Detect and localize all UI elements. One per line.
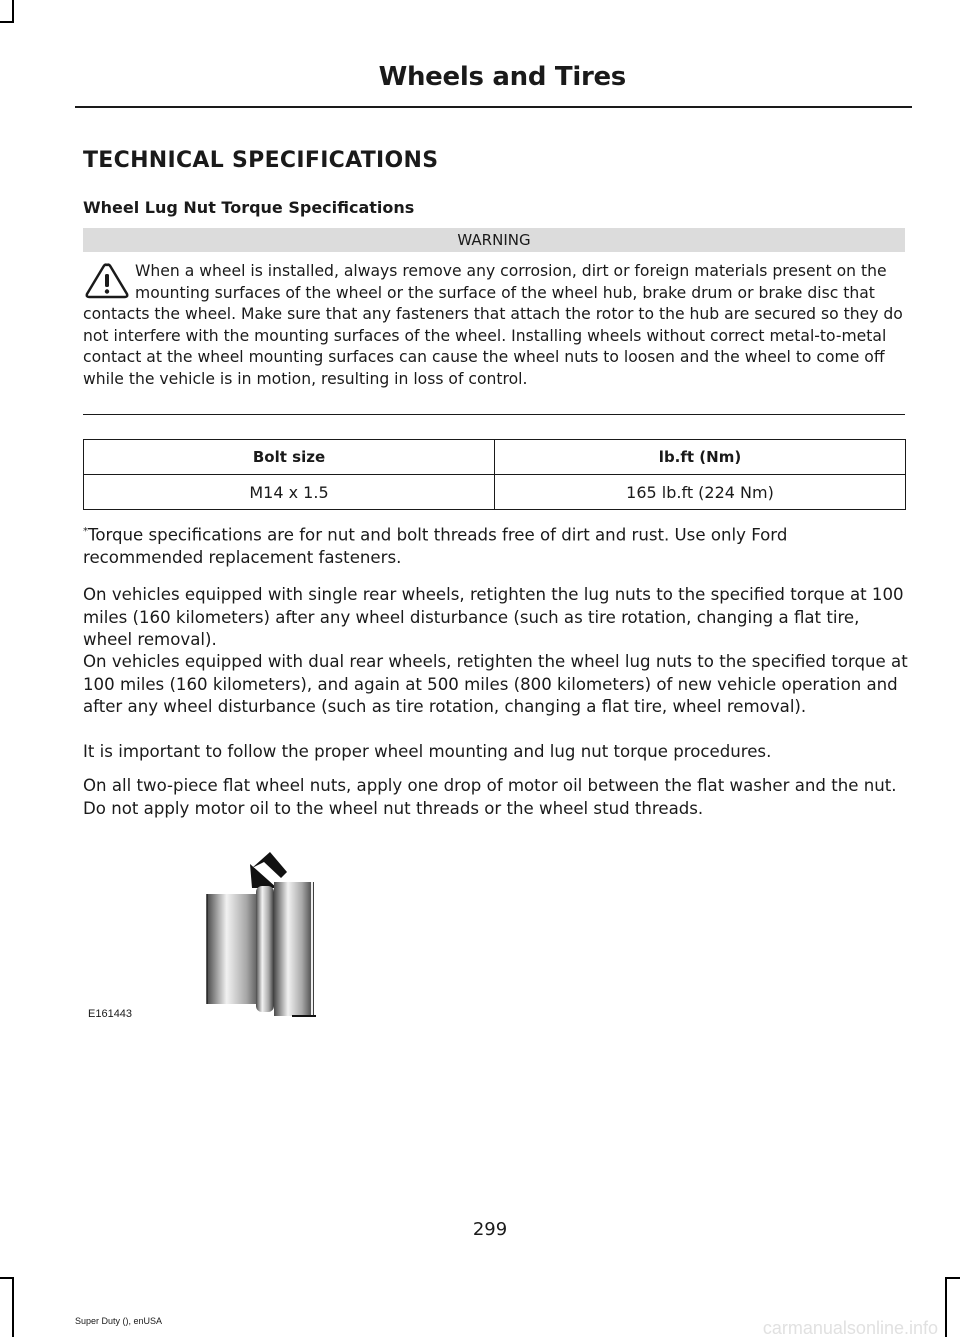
table-header: Bolt size bbox=[84, 440, 495, 475]
figure-label: E161443 bbox=[88, 1008, 133, 1020]
paragraph: On vehicles equipped with single rear wheels, retighten the lug nuts to the specified torque at 100 miles (160 kilometers) after any wheel disturbance (such as tire rotation, changing a flat tire, wheel removal). bbox=[83, 585, 904, 649]
wheel-nut-illustration bbox=[200, 850, 320, 1024]
watermark[interactable]: carmanualsonline.info bbox=[762, 1318, 938, 1338]
section-subtitle: Wheel Lug Nut Torque Specifications bbox=[83, 198, 415, 217]
header-title: Wheels and Tires bbox=[378, 62, 626, 92]
table-row bbox=[84, 475, 906, 510]
warning-label: WARNING bbox=[83, 228, 905, 252]
page-number: 299 bbox=[472, 1219, 508, 1240]
crop-mark bbox=[12, 0, 14, 22]
crop-mark bbox=[0, 21, 14, 23]
warning-triangle-icon bbox=[83, 261, 135, 303]
footer-text: Super Duty (), enUSA bbox=[75, 1316, 163, 1326]
footnote-marker: * bbox=[83, 526, 88, 537]
crop-mark bbox=[945, 1277, 947, 1337]
section-title: TECHNICAL SPECIFICATIONS bbox=[83, 148, 439, 173]
crop-mark bbox=[12, 1277, 14, 1337]
paragraph: On vehicles equipped with dual rear wheels, retighten the wheel lug nuts to the specified torque at 100 miles (160 kilometers), and again at 500 miles (800 kilometers) of new vehicle operation and after any wheel disturbance (such as tire rotation, changing a flat tire, wheel removal). bbox=[83, 652, 908, 716]
paragraph: On all two-piece flat wheel nuts, apply one drop of motor oil between the flat washer and the nut. Do not apply motor oil to the wheel nut threads or the wheel stud threads. bbox=[83, 776, 897, 818]
table-header: lb.ft (Nm) bbox=[495, 440, 906, 475]
header-rule bbox=[75, 106, 912, 108]
torque-table bbox=[83, 439, 906, 510]
footnote: *Torque specifications are for nut and bolt threads free of dirt and rust. Use only Ford recommended replacement fasteners. bbox=[83, 525, 788, 568]
table-cell: 165 lb.ft (224 Nm) bbox=[495, 475, 906, 510]
warning-rule bbox=[83, 414, 905, 415]
table-header-row bbox=[84, 440, 906, 475]
paragraph: It is important to follow the proper wheel mounting and lug nut torque procedures. bbox=[83, 742, 772, 761]
table-cell: M14 x 1.5 bbox=[84, 475, 495, 510]
warning-text: When a wheel is installed, always remove any corrosion, dirt or foreign materials present on the mounting surfaces of the wheel or the surface of the wheel hub, brake drum or brake disc that contacts the wheel. Make sure that any fasteners that attach the rotor to the hub are secured so they do not interfere with the mounting surfaces of the wheel. Installing wheels without correct metal-to-metal contact at the wheel mounting surfaces can cause the wheel nuts to loosen and the wheel to come off while the vehicle is in motion, resulting in loss of control. bbox=[83, 262, 903, 388]
crop-mark bbox=[945, 1277, 960, 1279]
